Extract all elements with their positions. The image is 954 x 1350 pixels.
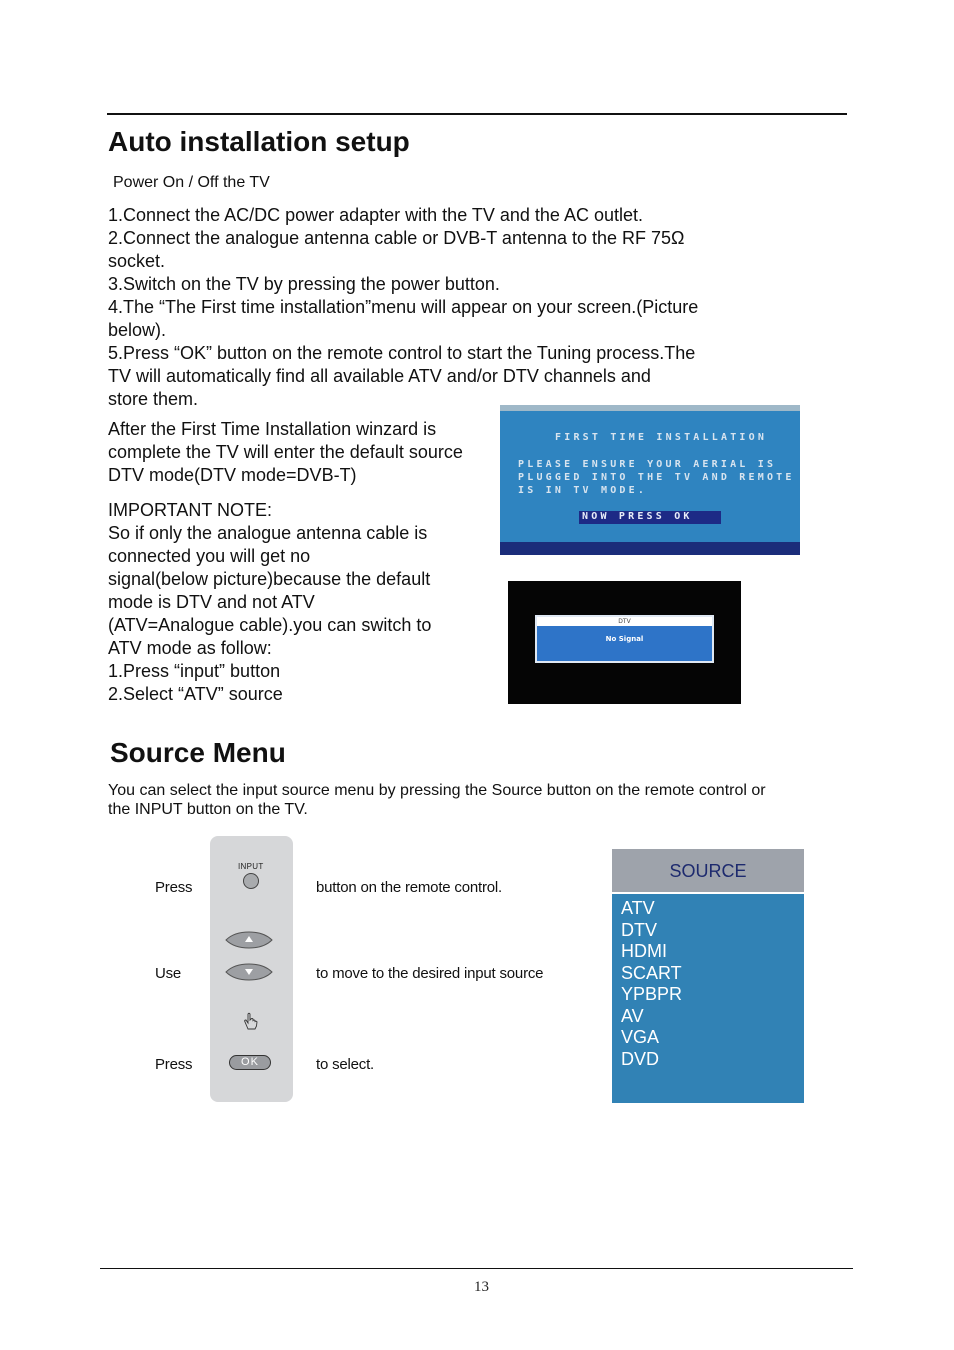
source-item-dvd[interactable]: DVD — [621, 1048, 660, 1069]
screen-line: PLEASE ENSURE YOUR AERIAL IS — [518, 459, 777, 470]
important-note — [108, 499, 431, 706]
source-item-atv[interactable]: ATV — [621, 898, 655, 918]
step-line: 5.Press “OK” button on the remote control to start the Tuning process.The — [108, 343, 696, 363]
source-item-dtv[interactable]: DTV — [621, 919, 657, 940]
screen-line: IS IN TV MODE. — [518, 485, 648, 496]
after-line: After the First Time Installation winzard is — [108, 419, 437, 439]
now-press-ok-text: NOW PRESS OK — [582, 511, 693, 522]
hand-pointer-icon — [241, 1011, 261, 1031]
now-press-ok-bar — [579, 511, 721, 524]
step-line: below). — [108, 320, 167, 340]
dialog-header: DTV — [537, 617, 712, 626]
note-line: signal(below picture)because the default — [108, 569, 431, 589]
step-line: store them. — [108, 389, 199, 409]
after-installation-text — [108, 418, 463, 487]
press-instruction: button on the remote control. — [316, 879, 502, 896]
section-title-auto-installation: Auto installation setup — [108, 126, 410, 157]
installation-steps — [108, 204, 698, 411]
screen-bottom-bar — [500, 542, 800, 555]
source-item-ypbpr[interactable]: YPBPR — [621, 984, 683, 1004]
no-signal-screen — [508, 581, 741, 704]
source-menu-description — [108, 781, 766, 819]
note-line: (ATV=Analogue cable).you can switch to — [108, 615, 432, 635]
dialog-message: No Signal — [605, 635, 644, 643]
source-menu-list — [612, 894, 804, 1103]
press-select-instruction: to select. — [316, 1056, 375, 1073]
section-subtitle: Power On / Off the TV — [113, 174, 270, 191]
up-button[interactable] — [224, 931, 274, 949]
bottom-rule — [100, 1268, 853, 1269]
description-line: the INPUT button on the TV. — [108, 801, 308, 818]
section-title-source-menu: Source Menu — [110, 737, 286, 768]
first-time-installation-screen — [500, 405, 800, 555]
screen-top-bar — [500, 405, 800, 411]
screen-title: FIRST TIME INSTALLATION — [555, 432, 768, 443]
input-button[interactable] — [243, 873, 259, 889]
note-line: connected you will get no — [108, 546, 311, 566]
press-label: Press — [155, 879, 193, 896]
note-line: IMPORTANT NOTE: — [108, 500, 273, 520]
step-line: TV will automatically find all available ATV and/or DTV channels and — [108, 366, 651, 386]
input-button-label: INPUT — [238, 862, 264, 871]
after-line: complete the TV will enter the default source — [108, 442, 463, 462]
source-item-scart[interactable]: SCART — [621, 962, 682, 983]
top-rule — [107, 113, 847, 115]
no-signal-dialog — [535, 615, 714, 663]
note-line: mode is DTV and not ATV — [108, 592, 315, 612]
source-menu-header: SOURCE — [612, 849, 804, 892]
note-line: 2.Select “ATV” source — [108, 684, 283, 704]
step-line: 4.The “The First time installation”menu will appear on your screen.(Picture — [108, 297, 699, 317]
press-select-label: Press — [155, 1056, 193, 1073]
step-line: 3.Switch on the TV by pressing the power button. — [108, 274, 500, 294]
use-label: Use — [155, 965, 182, 982]
note-line: So if only the analogue antenna cable is — [108, 523, 428, 543]
step-line: socket. — [108, 251, 166, 271]
step-line: 1.Connect the AC/DC power adapter with the TV and the AC outlet. — [108, 205, 643, 225]
ok-button[interactable]: OK — [229, 1055, 271, 1070]
source-item-hdmi[interactable]: HDMI — [621, 941, 667, 961]
page-number: 13 — [474, 1279, 489, 1295]
source-item-vga[interactable]: VGA — [621, 1027, 660, 1047]
screen-line: PLUGGED INTO THE TV AND REMOTE — [518, 472, 795, 483]
source-item-av[interactable]: AV — [621, 1005, 644, 1026]
note-line: ATV mode as follow: — [108, 638, 272, 658]
after-line: DTV mode(DTV mode=DVB-T) — [108, 465, 357, 485]
down-button[interactable] — [224, 963, 274, 981]
description-line: You can select the input source menu by pressing the Source button on the remote control or — [108, 782, 766, 799]
note-line: 1.Press “input” button — [108, 661, 281, 681]
step-line: 2.Connect the analogue antenna cable or DVB-T antenna to the RF 75Ω — [108, 228, 685, 248]
use-instruction: to move to the desired input source — [316, 965, 544, 982]
remote-control-illustration — [210, 836, 293, 1102]
